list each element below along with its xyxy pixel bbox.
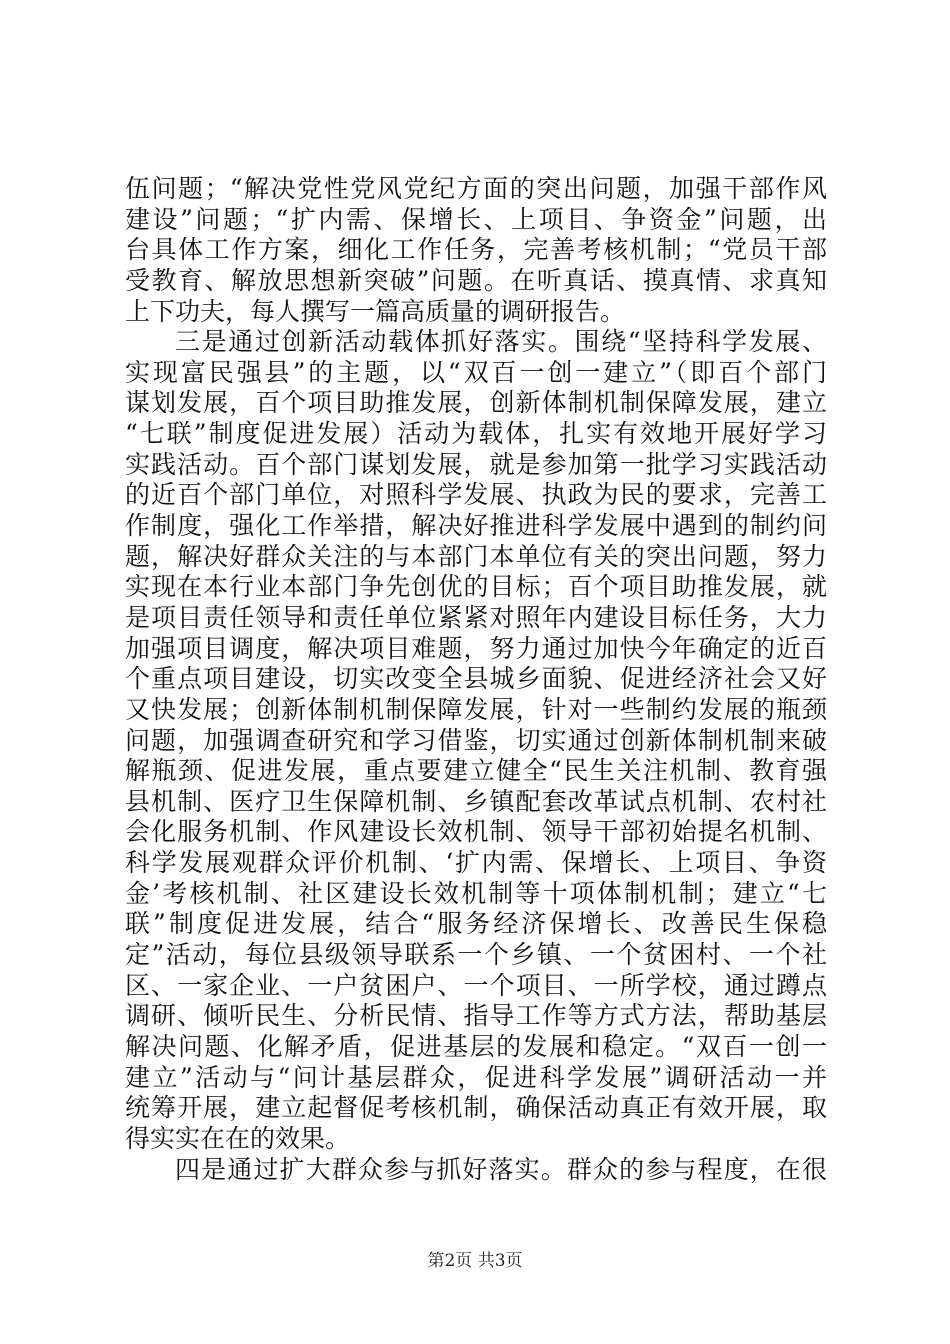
text-line: 定”活动，每位县级领导联系一个乡镇、一个贫困村、一个社 xyxy=(125,940,827,970)
text-line: 作制度，强化工作举措，解决好推进科学发展中遇到的制约问 xyxy=(125,511,827,541)
text-line: 四是通过扩大群众参与抓好落实。群众的参与程度，在很 xyxy=(175,1154,827,1184)
text-line: 解决问题、化解矛盾，促进基层的发展和稳定。“双百一创一 xyxy=(125,1031,827,1061)
text-line: 个重点项目建设，切实改变全县城乡面貌、促进经济社会又好 xyxy=(125,664,827,694)
text-line: 实现在本行业本部门争先创优的目标；百个项目助推发展，就 xyxy=(125,572,827,602)
text-line: 区、一家企业、一户贫困户、一个项目、一所学校，通过蹲点 xyxy=(125,970,827,1000)
text-line: 谋划发展，百个项目助推发展，创新体制机制保障发展，建立 xyxy=(125,388,827,418)
text-line: 的近百个部门单位，对照科学发展、执政为民的要求，完善工 xyxy=(125,480,827,510)
text-line: 上下功夫，每人撰写一篇高质量的调研报告。 xyxy=(125,296,626,326)
text-line: 统筹开展，建立起督促考核机制，确保活动真正有效开展，取 xyxy=(125,1093,827,1123)
text-line: 又快发展；创新体制机制保障发展，针对一些制约发展的瓶颈 xyxy=(125,694,827,724)
text-line: 会化服务机制、作风建设长效机制、领导干部初始提名机制、 xyxy=(125,817,827,847)
text-line: “七联”制度促进发展）活动为载体，扎实有效地开展好学习 xyxy=(125,419,827,449)
text-line: 县机制、医疗卫生保障机制、乡镇配套改革试点机制、农村社 xyxy=(125,786,827,816)
text-line: 解瓶颈、促进发展，重点要建立健全“民生关注机制、教育强 xyxy=(125,756,827,786)
text-line: 加强项目调度，解决项目难题，努力通过加快今年确定的近百 xyxy=(125,633,827,663)
text-line: 科学发展观群众评价机制、‘扩内需、保增长、上项目、争资 xyxy=(125,848,827,878)
document-body xyxy=(125,174,827,1185)
text-line: 建设”问题；“扩内需、保增长、上项目、争资金”问题，出 xyxy=(125,204,827,234)
text-line: 得实实在在的效果。 xyxy=(125,1123,351,1153)
page-footer: 第2页 共3页 xyxy=(427,1251,523,1271)
text-line: 建立”活动与“问计基层群众，促进科学发展”调研活动一并 xyxy=(125,1062,827,1092)
text-line: 问题，加强调查研究和学习借鉴，切实通过创新体制机制来破 xyxy=(125,725,827,755)
text-line: 调研、倾听民生、分析民情、指导工作等方式方法，帮助基层 xyxy=(125,1001,827,1031)
text-line: 联”制度促进发展，结合“服务经济保增长、改善民生保稳 xyxy=(125,909,827,939)
text-line: 三是通过创新活动载体抓好落实。围绕“坚持科学发展、 xyxy=(175,327,827,357)
text-line: 实践活动。百个部门谋划发展，就是参加第一批学习实践活动 xyxy=(125,449,827,479)
text-line: 题，解决好群众关注的与本部门本单位有关的突出问题，努力 xyxy=(125,541,827,571)
text-line: 是项目责任领导和责任单位紧紧对照年内建设目标任务，大力 xyxy=(125,602,827,632)
text-line: 金’考核机制、社区建设长效机制等十项体制机制；建立“七 xyxy=(125,878,827,908)
text-line: 台具体工作方案，细化工作任务，完善考核机制；“党员干部 xyxy=(125,235,827,265)
text-line: 受教育、解放思想新突破”问题。在听真话、摸真情、求真知 xyxy=(125,265,827,295)
text-line: 实现富民强县”的主题，以“双百一创一建立”（即百个部门 xyxy=(125,357,827,387)
text-line: 伍问题；“解决党性党风党纪方面的突出问题，加强干部作风 xyxy=(125,174,827,203)
